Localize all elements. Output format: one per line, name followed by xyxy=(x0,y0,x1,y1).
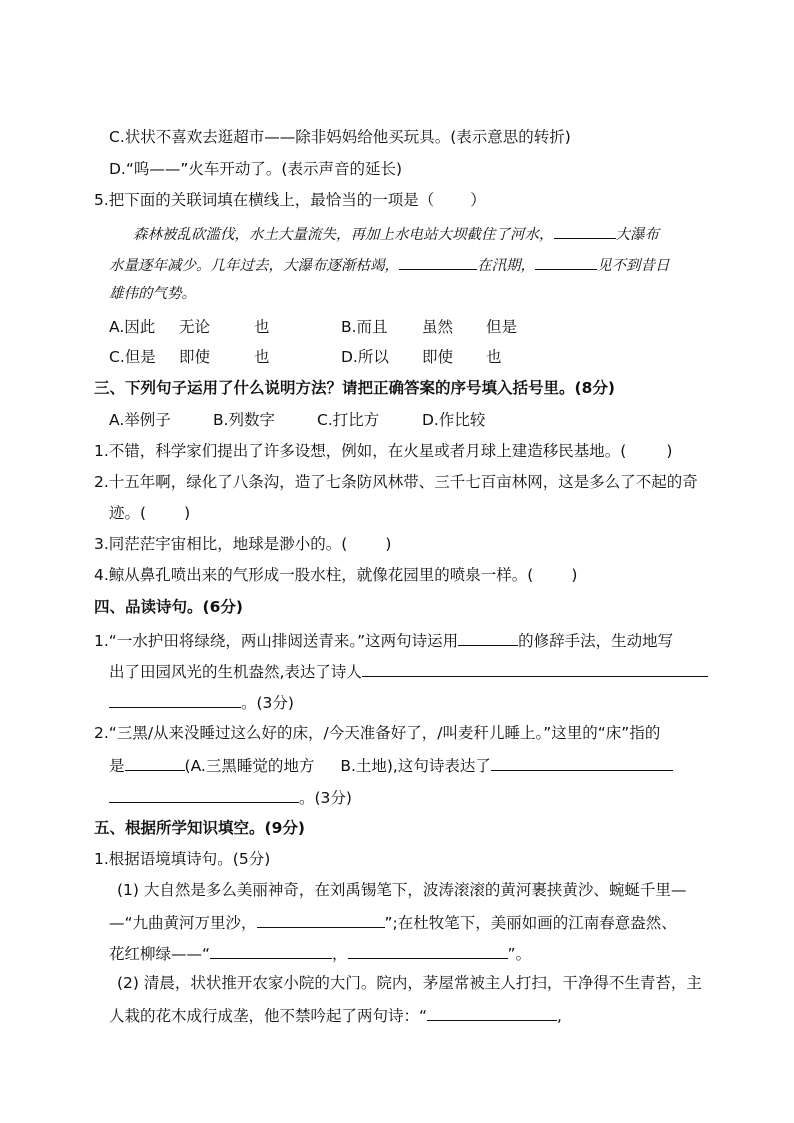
question-text: ) xyxy=(571,566,578,584)
section-5-p1-line-2 xyxy=(109,910,677,934)
q4-option-d: D.“呜——”火车开动了。(表示声音的延长) xyxy=(109,160,403,178)
blank-line[interactable] xyxy=(109,690,241,708)
section-3-q2-line-1: 2.十五年啊，绿化了八条沟，造了七条防风林带、三千七百亩林网，这是多么了不起的奇 xyxy=(94,473,698,491)
section-5-p2-line-1: (2) 清晨，状状推开农家小院的大门。院内，茅屋常被主人打扫，干净得不生青苔，主 xyxy=(117,974,702,992)
passage-text: 大瀑布 xyxy=(615,227,659,243)
blank-line[interactable] xyxy=(362,659,708,677)
question-text: 出了田园风光的生机盎然,表达了诗人 xyxy=(109,663,362,681)
section-5-p2-line-2 xyxy=(109,1003,562,1027)
section-4-q1-line-1 xyxy=(94,628,673,652)
choice-d: D.作比较 xyxy=(422,411,486,429)
blank-line[interactable] xyxy=(399,252,477,270)
q4-option-c: C.状状不喜欢去逛超市——除非妈妈给他买玩具。(表示意思的转折) xyxy=(109,128,571,146)
question-text: 3.同茫茫宇宙相比，地球是渺小的。( xyxy=(94,535,348,553)
section-4-q2-line-1: 2.“三黑/从来没睡过这么好的床，/今天准备好了，/叫麦秆儿睡上。”这里的“床”指的 xyxy=(94,724,661,742)
question-text: 人栽的花木成行成垄，他不禁吟起了两句诗：“ xyxy=(109,1007,428,1025)
blank-line[interactable] xyxy=(348,941,508,959)
passage-text: 森林被乱砍滥伐，水土大量流失，再加上水电站大坝截住了河水， xyxy=(133,227,554,243)
q5-stem xyxy=(94,189,486,211)
blank-line[interactable] xyxy=(427,1003,557,1021)
option-word: 也 xyxy=(254,318,270,336)
option-word: 但是 xyxy=(486,318,518,336)
question-text: —“九曲黄河万里沙， xyxy=(109,914,257,932)
section-4-title: 四、品读诗句。(6分) xyxy=(94,598,243,616)
section-4-q2-line-3 xyxy=(109,785,352,809)
blank-line[interactable] xyxy=(210,941,332,959)
q5-passage-line-3: 雄伟的气势。 xyxy=(109,286,196,302)
option-word: 无论 xyxy=(179,318,211,336)
q5-stem-close: ） xyxy=(470,191,486,209)
question-text: 。(3分) xyxy=(241,694,294,712)
section-5-p1-line-1: (1) 大自然是多么美丽神奇，在刘禹锡笔下，波涛滚滚的黄河裹挟黄沙、蜿蜒千里— xyxy=(117,881,687,899)
option-word: 即使 xyxy=(422,348,454,366)
question-text: B.土地),这句诗表达了 xyxy=(340,757,491,775)
option-c: C.但是 xyxy=(109,348,156,366)
question-text: ， xyxy=(332,945,348,963)
option-word: 即使 xyxy=(179,348,211,366)
question-text: 1.不错，科学家们提出了许多设想，例如，在火星或者月球上建造移民基地。( xyxy=(94,442,627,460)
question-text: , xyxy=(557,1007,562,1025)
section-5-p1-line-3 xyxy=(109,941,531,965)
section-5-q1: 1.根据语境填诗句。(5分) xyxy=(94,850,271,868)
choice-a: A.举例子 xyxy=(109,411,171,429)
q5-stem-text: 5.把下面的关联词填在横线上，最恰当的一项是（ xyxy=(94,191,435,209)
section-4-q1-line-2 xyxy=(109,659,708,683)
blank-line[interactable] xyxy=(491,753,673,771)
question-text: ”;在杜牧笔下，美丽如画的江南春意盎然、 xyxy=(384,914,677,932)
section-3-q4 xyxy=(94,564,577,586)
question-text: 。(3分) xyxy=(299,789,352,807)
question-text: 的修辞手法，生动地写 xyxy=(518,632,674,650)
question-text: 1.“一水护田将绿绕，两山排闼送青来。”这两句诗运用 xyxy=(94,632,459,650)
passage-text: 见不到昔日 xyxy=(597,258,670,274)
section-4-q2-line-2 xyxy=(109,753,673,777)
choice-b: B.列数字 xyxy=(213,411,276,429)
section-4-q1-line-3 xyxy=(109,690,294,714)
blank-line[interactable] xyxy=(125,753,185,771)
blank-line[interactable] xyxy=(458,628,518,646)
option-d: D.所以 xyxy=(341,348,389,366)
section-3-q3 xyxy=(94,533,391,555)
blank-line[interactable] xyxy=(109,785,299,803)
option-b: B.而且 xyxy=(341,318,388,336)
question-text: 花红柳绿——“ xyxy=(109,945,211,963)
option-word: 虽然 xyxy=(422,318,454,336)
q5-passage-line-2 xyxy=(109,252,670,277)
q5-passage-line-1 xyxy=(133,221,659,246)
question-text: 迹。( xyxy=(109,504,147,522)
option-word: 也 xyxy=(254,348,270,366)
passage-text: 水量逐年减少。几年过去，大瀑布逐渐枯竭， xyxy=(109,258,399,274)
passage-text: 在汛期， xyxy=(477,258,535,274)
blank-line[interactable] xyxy=(554,221,616,239)
blank-line[interactable] xyxy=(257,910,385,928)
question-text: 4.鲸从鼻孔喷出来的气形成一股水柱，就像花园里的喷泉一样。( xyxy=(94,566,534,584)
option-a: A.因此 xyxy=(109,318,156,336)
question-text: (A.三黑睡觉的地方 xyxy=(184,757,315,775)
question-text: ) xyxy=(385,535,392,553)
section-5-title: 五、根据所学知识填空。(9分) xyxy=(94,819,305,837)
blank-line[interactable] xyxy=(535,252,597,270)
choice-c: C.打比方 xyxy=(317,411,380,429)
section-3-title: 三、下列句子运用了什么说明方法？请把正确答案的序号填入括号里。(8分) xyxy=(94,379,615,397)
question-text: 是 xyxy=(109,757,125,775)
section-3-q2-line-2 xyxy=(109,502,190,524)
option-word: 也 xyxy=(486,348,502,366)
question-text: ) xyxy=(184,504,191,522)
question-text: ) xyxy=(666,442,673,460)
section-3-q1 xyxy=(94,440,672,462)
question-text: ”。 xyxy=(507,945,532,963)
